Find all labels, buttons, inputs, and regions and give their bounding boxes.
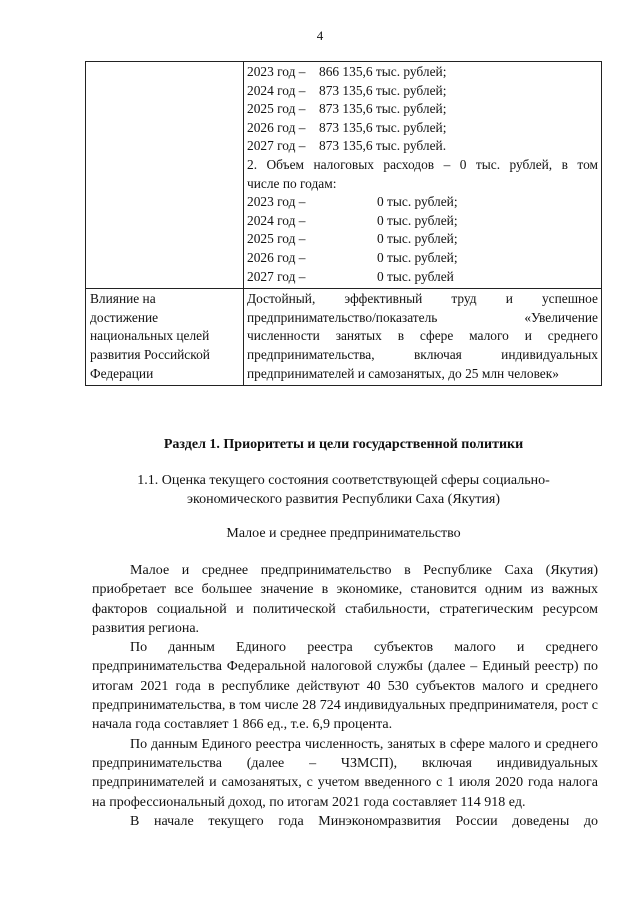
tax-line xyxy=(247,212,598,231)
section-title: Раздел 1. Приоритеты и цели государственной политики xyxy=(163,437,524,452)
amount-value: 873 135,6 тыс. рублей. xyxy=(319,138,447,154)
paragraph: По данным Единого реестра субъектов малого и среднего предпринимательства Федеральной налоговой службы (далее – Единый реестр) по итогам 2021 года в республике действуют 40 530 субъектов малого и среднего предпринимательства, в том числе 28 724 индивидуальных предпринимателя, рост с начала года составляет 1 866 ед., т.е. 6,9 процента. xyxy=(92,640,598,733)
finance-line xyxy=(247,82,598,101)
row2-content-cell xyxy=(244,289,602,386)
paragraph: Малое и среднее предпринимательство в Республике Саха (Якутия) приобретает все большее значение в экономике, становится одним из важных факторов социальной и политической стабильности, стратегическим ресурсом развития региона. xyxy=(92,563,598,636)
label-line: развития Российской xyxy=(90,346,210,362)
page-number: 4 xyxy=(316,28,324,43)
tax-expenditure-text: 2. Объем налоговых расходов – 0 тыс. рублей, в том xyxy=(247,156,598,172)
year-label: 2027 год – xyxy=(247,268,306,284)
subsection-title xyxy=(95,471,592,509)
table-row xyxy=(86,289,602,386)
year-label: 2024 год – xyxy=(247,82,306,98)
body-text xyxy=(92,561,598,831)
label-line: национальных целей xyxy=(90,328,210,344)
table-row xyxy=(86,62,602,289)
tax-line xyxy=(247,268,598,287)
label-line: Влияние на xyxy=(90,291,156,307)
impact-text-line: предпринимательства, включая индивидуальных xyxy=(247,346,598,362)
finance-line xyxy=(247,100,598,119)
subsection-title-line: экономического развития Республики Саха (Якутия) xyxy=(186,492,500,507)
year-label: 2025 год – xyxy=(247,101,306,117)
label-line: Федерации xyxy=(90,365,154,381)
amount-value: 873 135,6 тыс. рублей; xyxy=(319,101,447,117)
year-label: 2027 год – xyxy=(247,138,306,154)
year-label: 2023 год – xyxy=(247,194,306,210)
tax-expenditure-text: числе по годам: xyxy=(247,175,337,191)
paragraph: В начале текущего года Минэкономразвития России доведены до xyxy=(130,813,598,829)
finance-line xyxy=(247,137,598,156)
amount-value: 0 тыс. рублей xyxy=(377,268,454,284)
amount-value: 873 135,6 тыс. рублей; xyxy=(319,119,447,135)
year-label: 2026 год – xyxy=(247,249,306,265)
amount-value: 866 135,6 тыс. рублей; xyxy=(319,64,447,79)
label-line: достижение xyxy=(90,309,159,325)
amount-value: 0 тыс. рублей; xyxy=(377,231,458,247)
passport-table xyxy=(85,61,602,386)
year-label: 2025 год – xyxy=(247,231,306,247)
paragraph: По данным Единого реестра численность, занятых в сфере малого и среднего предпринимательства (далее – ЧЗМСП), включая индивидуальных предпринимателей и самозанятых, с учетом введенного с 1 июля 2020 года налога на профессиональный доход, по итогам 2021 года составляет 114 918 ед. xyxy=(92,736,598,810)
finance-line xyxy=(247,119,598,138)
row2-label-cell xyxy=(86,289,244,386)
topic-title: Малое и среднее предпринимательство xyxy=(226,526,461,541)
amount-value: 0 тыс. рублей; xyxy=(377,249,458,265)
impact-text-line: Достойный, эффективный труд и успешное xyxy=(247,291,598,307)
row1-label-cell xyxy=(86,62,244,289)
impact-text-line: предпринимателей и самозанятых, до 25 млн человек» xyxy=(247,365,559,381)
tax-line xyxy=(247,193,598,212)
subsection-title-line: 1.1. Оценка текущего состояния соответствующей сферы социально- xyxy=(137,473,550,488)
impact-text-line: численности занятых в сфере малого и среднего xyxy=(247,328,598,344)
finance-line xyxy=(247,63,598,82)
amount-value: 0 тыс. рублей; xyxy=(377,212,458,228)
tax-line xyxy=(247,230,598,249)
amount-value: 0 тыс. рублей; xyxy=(377,194,458,210)
year-label: 2023 год – xyxy=(247,64,306,79)
year-label: 2024 год – xyxy=(247,212,306,228)
row1-content-cell xyxy=(244,62,602,289)
impact-text-line: предпринимательство/показатель «Увеличение xyxy=(247,309,598,325)
amount-value: 873 135,6 тыс. рублей; xyxy=(319,82,447,98)
year-label: 2026 год – xyxy=(247,119,306,135)
tax-line xyxy=(247,249,598,268)
